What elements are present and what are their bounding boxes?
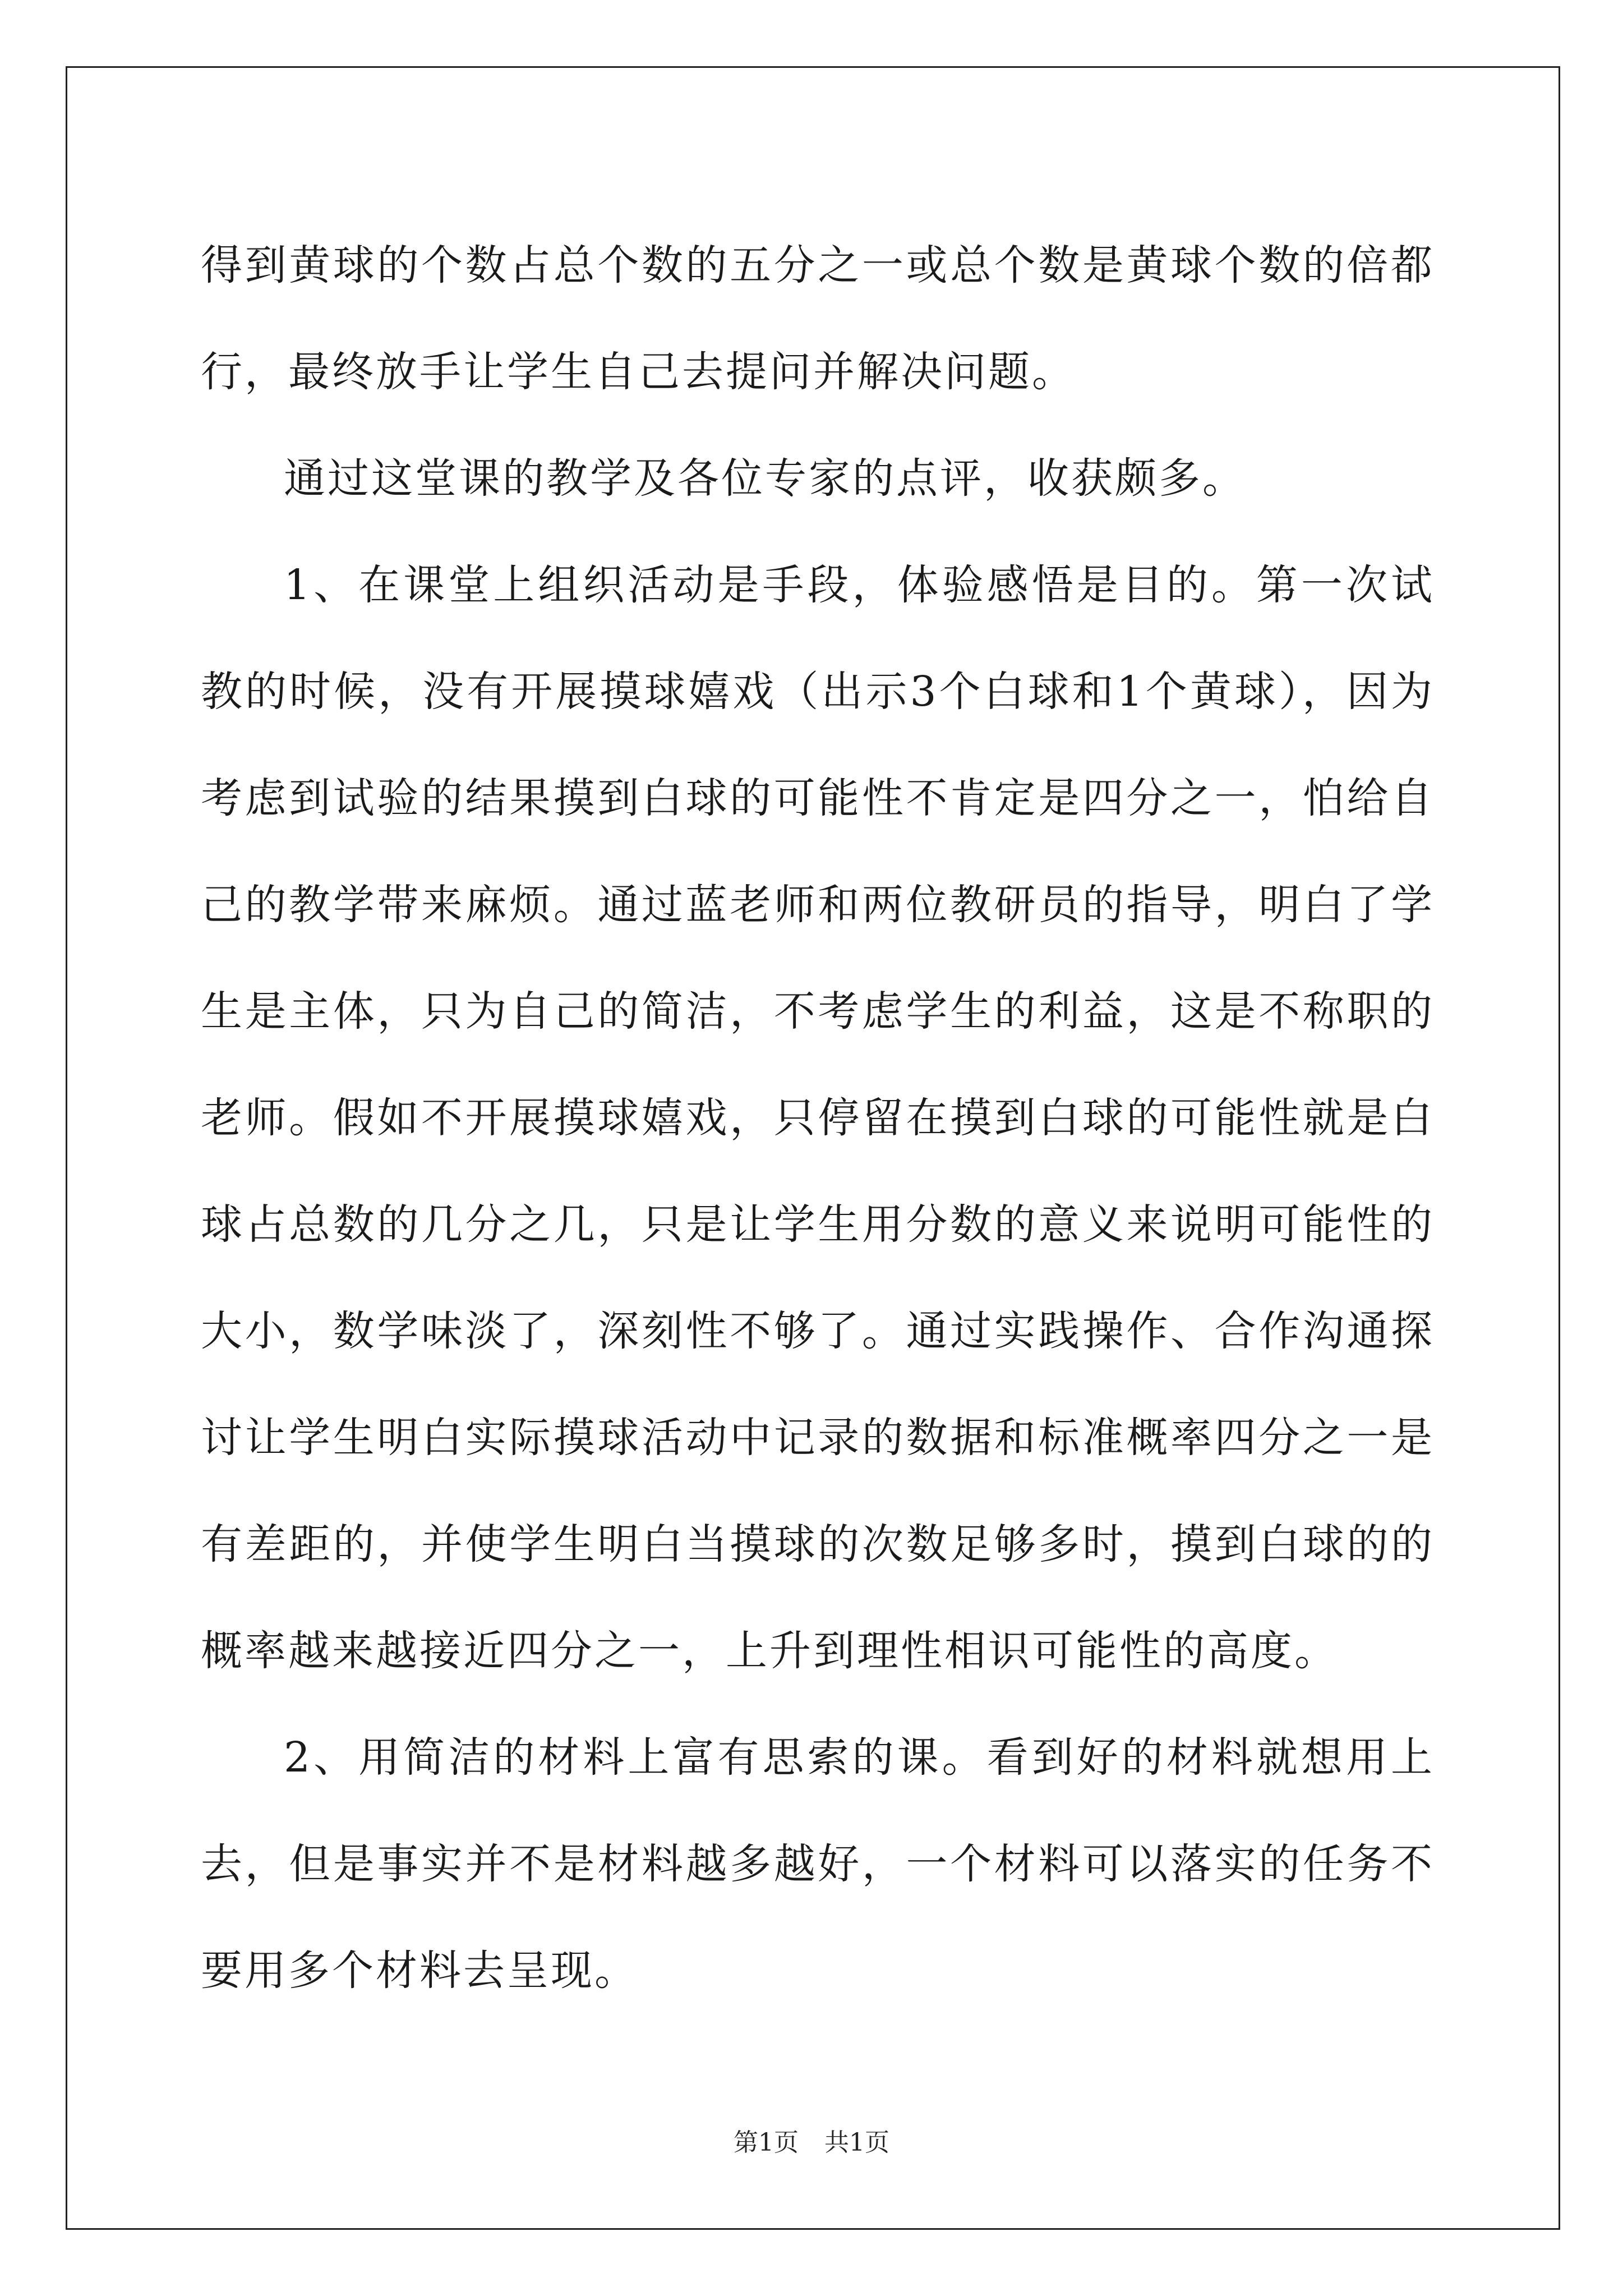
page-number: 第1页 xyxy=(734,2128,799,2157)
page-footer xyxy=(0,2126,1623,2160)
paragraph-summary: 通过这堂课的教学及各位专家的点评，收获颇多。 xyxy=(284,454,1246,503)
page-total: 共1页 xyxy=(824,2128,889,2157)
paragraph-point-1: 1、在课堂上组织活动是手段，体验感悟是目的。第一次试教的时候，没有开展摸球嬉戏（出示3个白球和1个黄球），因为考虑到试验的结果摸到白球的可能性不肯定是四分之一，怕给自己的教学带来麻烦。通过蓝老师和两位教研员的指导，明白了学生是主体，只为自己的简洁，不考虑学生的利益，这是不称职的老师。假如不开展摸球嬉戏，只停留在摸到白球的可能性就是白球占总数的几分之几，只是让学生用分数的意义来说明可能性的大小，数学味淡了，深刻性不够了。通过实践操作、合作沟通探讨让学生明白实际摸球活动中记录的数据和标准概率四分之一是有差距的，并使学生明白当摸球的次数足够多时，摸到白球的的概率越来越接近四分之一，上升到理性相识可能性的高度。 xyxy=(201,561,1435,1675)
paragraph-continuation: 得到黄球的个数占总个数的五分之一或总个数是黄球个数的倍都行，最终放手让学生自己去提问并解决问题。 xyxy=(201,241,1435,396)
document-body xyxy=(201,212,1435,2024)
paragraph-point-2: 2、用简洁的材料上富有思索的课。看到好的材料就想用上去，但是事实并不是材料越多越好，一个材料可以落实的任务不要用多个材料去呈现。 xyxy=(201,1733,1435,1995)
